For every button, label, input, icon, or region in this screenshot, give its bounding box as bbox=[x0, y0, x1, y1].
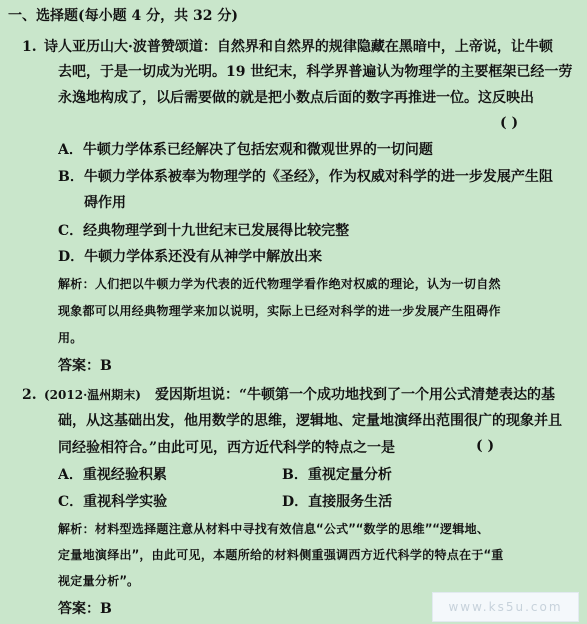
question-2-option-a: A．重视经验积累 bbox=[58, 467, 167, 483]
question-1-answer-blank: ( ) bbox=[500, 115, 519, 131]
question-1-number: 1. bbox=[22, 39, 37, 55]
question-2-explanation-line-2: 定量地演绎出”，由此可见，本题所给的材料侧重强调西方近代科学的特点在于“重 bbox=[58, 548, 504, 562]
question-2-line-1: 爱因斯坦说：“牛顿第一个成功地找到了一个用公式清楚表达的基 bbox=[155, 387, 556, 403]
question-2-line-3: 同经验相符合。”由此可见，西方近代科学的特点之一是 bbox=[58, 440, 396, 456]
question-2-line-2: 础，从这基础出发，他用数学的思维，逻辑地、定量地演绎出范围很广的现象并且 bbox=[58, 413, 562, 429]
question-1-answer: 答案：B bbox=[58, 358, 112, 374]
question-2-explanation-line-3: 视定量分析”。 bbox=[58, 574, 140, 588]
question-2-answer: 答案：B bbox=[58, 601, 112, 617]
question-1-line-3: 永逸地构成了，以后需要做的就是把小数点后面的数字再推进一位。这反映出 bbox=[58, 90, 534, 106]
question-2-option-d: D．直接服务生活 bbox=[282, 494, 393, 510]
question-1-option-c: C．经典物理学到十九世纪末已发展得比较完整 bbox=[58, 223, 350, 239]
question-1-option-a: A．牛顿力学体系已经解决了包括宏观和微观世界的一切问题 bbox=[58, 142, 433, 158]
question-2-option-b: B．重视定量分析 bbox=[282, 467, 392, 483]
question-1-explanation-line-1: 解析：人们把以牛顿力学为代表的近代物理学看作绝对权威的理论，认为一切自然 bbox=[58, 277, 501, 291]
question-2-explanation-line-1: 解析：材料型选择题注意从材料中寻找有效信息“公式”“数学的思维”“逻辑地、 bbox=[58, 522, 490, 536]
question-2-answer-blank: ( ) bbox=[476, 438, 495, 454]
question-1-line-2: 去吧，于是一切成为光明。19 世纪末，科学界普遍认为物理学的主要框架已经一劳 bbox=[58, 64, 573, 80]
section-title: 一、选择题(每小题 4 分，共 32 分) bbox=[8, 8, 238, 24]
question-1-option-b: B．牛顿力学体系被奉为物理学的《圣经》，作为权威对科学的进一步发展产生阻 bbox=[58, 169, 553, 185]
question-2-number: 2. bbox=[22, 387, 37, 403]
question-2-option-c: C．重视科学实验 bbox=[58, 494, 168, 510]
question-2-source: (2012·温州期末) bbox=[44, 388, 141, 402]
question-1-explanation-line-2: 现象都可以用经典物理学来加以说明，实际上已经对科学的进一步发展产生阻碍作 bbox=[58, 304, 501, 318]
watermark-logo: www.ks5u.com bbox=[432, 592, 579, 622]
question-1-line-1: 诗人亚历山大·波普赞颂道：自然界和自然界的规律隐藏在黑暗中，上帝说，让牛顿 bbox=[44, 39, 553, 55]
question-1-option-d: D．牛顿力学体系还没有从神学中解放出来 bbox=[58, 249, 323, 265]
question-1-option-b-continued: 碍作用 bbox=[84, 195, 126, 211]
question-1-explanation-line-3: 用。 bbox=[58, 331, 83, 345]
